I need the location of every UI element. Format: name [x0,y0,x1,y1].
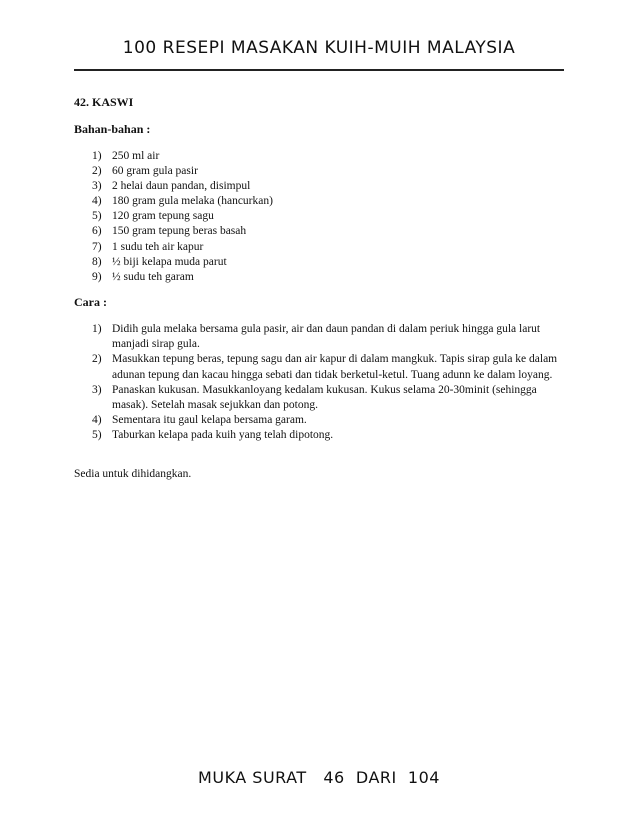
method-step [92,413,564,428]
ingredient-number: 1) [92,150,102,162]
ingredients-list [92,149,273,285]
step-text: Panaskan kukusan. Masukkanloyang kedalam kukusan. Kukus selama 20-30minit (sehingga masak). Setelah masak sejukkan dan potong. [112,383,537,412]
header-divider [74,69,564,71]
ingredient-number: 8) [92,255,102,268]
method-steps-list [92,322,564,444]
ingredient-number: 4) [92,195,102,208]
step-text: Didih gula melaka bersama gula pasir, air dan daun pandan di dalam periuk hingga gula larut manjadi sirap gula. [112,323,541,351]
method-step [92,428,564,443]
ingredient-item [92,209,273,224]
ingredient-item [92,240,273,255]
ingredient-text: 150 gram tepung beras basah [112,225,247,238]
step-text: Masukkan tepung beras, tepung sagu dan air kapur di dalam mangkuk. Tapis sirap gula ke dalam adunan tepung dan kacau hingga sebati dan tidak berketul-ketul. Tuang adunn ke dalam loyang. [112,353,558,381]
step-number: 1) [92,323,102,335]
method-step [92,383,564,413]
ingredient-text: 2 helai daun pandan, disimpul [112,180,251,193]
ingredient-item [92,149,273,164]
ingredient-item [92,179,273,194]
step-number: 4) [92,414,102,427]
ingredient-text: 60 gram gula pasir [112,165,198,178]
ingredient-item [92,255,273,270]
ingredient-number: 9) [92,270,102,283]
step-text: Taburkan kelapa pada kuih yang telah dipotong. [112,429,334,442]
ingredient-text: 180 gram gula melaka (hancurkan) [112,195,273,208]
ingredients-heading: Bahan-bahan : [74,122,151,136]
ingredient-number: 6) [92,225,102,238]
method-step [92,352,564,382]
ingredient-number: 2) [92,165,102,178]
page-number: MUKA SURAT 46 DARI 104 [198,768,440,787]
ingredient-number: 3) [92,180,102,193]
ingredient-number: 5) [92,210,102,223]
ingredient-item [92,270,273,285]
recipe-title: 42. KASWI [74,95,134,109]
ingredient-text: 120 gram tepung sagu [112,210,214,223]
step-number: 3) [92,383,102,396]
book-title: 100 RESEPI MASAKAN KUIH-MUIH MALAYSIA [122,38,516,58]
ingredient-text: 250 ml air [112,150,160,162]
ingredient-text: 1 sudu teh air kapur [112,240,204,253]
step-number: 5) [92,429,102,442]
ingredient-text: ½ sudu teh garam [112,270,194,283]
ingredient-text: ½ biji kelapa muda parut [112,255,227,268]
closing-note: Sedia untuk dihidangkan. [74,468,192,480]
ingredient-item [92,194,273,209]
method-step [92,322,564,352]
ingredient-item [92,164,273,179]
step-text: Sementara itu gaul kelapa bersama garam. [112,414,307,427]
ingredient-number: 7) [92,240,102,253]
step-number: 2) [92,353,102,366]
method-heading: Cara : [74,295,107,309]
ingredient-item [92,224,273,239]
